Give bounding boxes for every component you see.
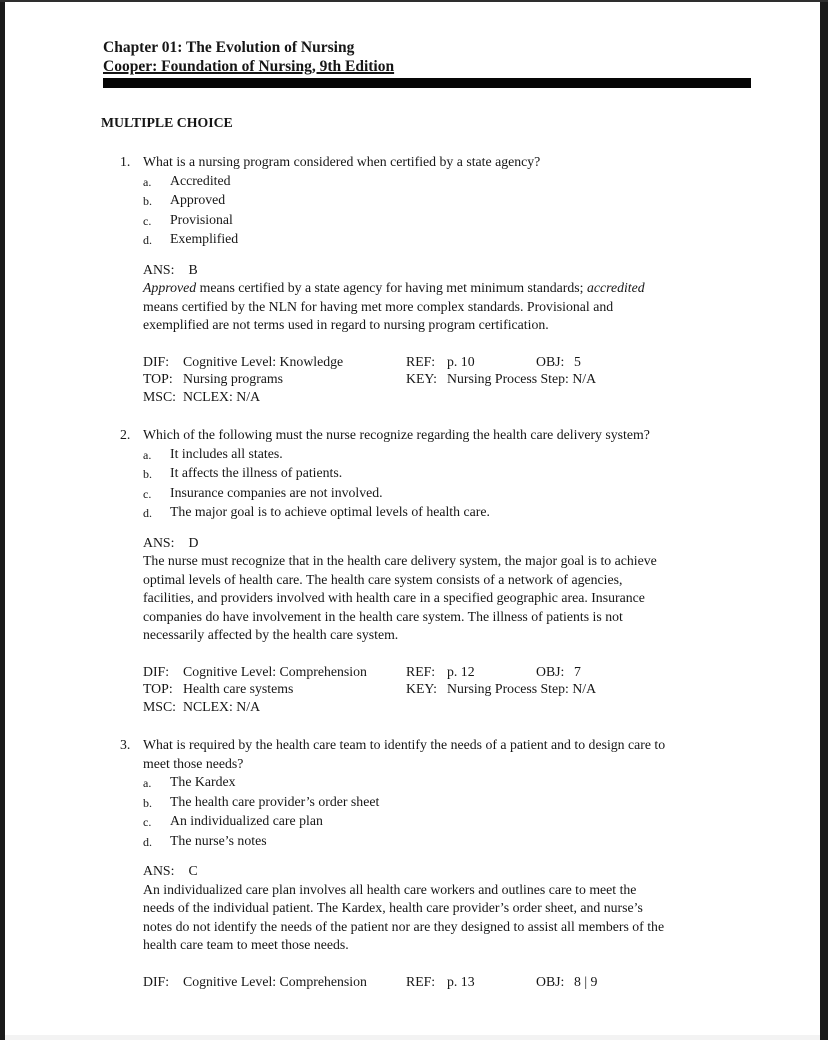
option-list xyxy=(143,172,820,250)
question-stem: What is required by the health care team to identify the needs of a patient and to design care to meet those needs? xyxy=(143,737,666,771)
meta-line xyxy=(143,973,820,991)
option-text: The Kardex xyxy=(170,774,236,789)
question-stem-row xyxy=(120,426,820,445)
ref-label: REF: xyxy=(406,663,436,679)
obj-label: OBJ: xyxy=(536,353,565,369)
top-label: TOP: xyxy=(143,681,173,696)
meta-line xyxy=(143,663,820,681)
rationale-text: Approved means certified by a state agency for having met minimum standards; accredited means certified by the NLN for having met more complex standards. Provisional and exemplified are not terms used in regard to nursing program certification. xyxy=(143,280,645,332)
option-text: Approved xyxy=(170,192,226,207)
option-letter: b. xyxy=(143,795,152,810)
option-row xyxy=(143,812,820,832)
dif-label: DIF: xyxy=(143,353,170,369)
rationale-text: An individualized care plan involves all health care workers and outlines care to meet the needs of the individual patient. The Kardex, health care provider’s order sheet, and nurse’s notes do not identify the needs of the patient nor are they designed to assist all members of the health care team to meet those needs. xyxy=(143,881,665,952)
dif-label: DIF: xyxy=(143,663,170,679)
top-value: Health care systems xyxy=(183,681,294,696)
page-edge-right xyxy=(820,0,828,1040)
option-text: It includes all states. xyxy=(170,445,283,461)
top-value: Nursing programs xyxy=(183,371,284,386)
question-block-1 xyxy=(120,153,820,405)
key-value: Nursing Process Step: N/A xyxy=(447,371,597,386)
question-number: 3. xyxy=(120,737,131,752)
book-title: Cooper: Foundation of Nursing, 9th Edition xyxy=(103,57,395,75)
meta-line xyxy=(143,680,820,698)
option-row xyxy=(143,464,820,484)
option-row xyxy=(143,172,820,192)
option-row xyxy=(143,793,820,813)
option-text: Provisional xyxy=(170,211,233,227)
key-value: Nursing Process Step: N/A xyxy=(447,681,597,696)
obj-label: OBJ: xyxy=(536,973,565,989)
answer-value: D xyxy=(188,534,199,550)
question-stem: What is a nursing program considered when certified by a state agency? xyxy=(143,154,541,169)
option-text: An individualized care plan xyxy=(170,813,323,828)
question-block-2 xyxy=(120,426,820,715)
question-number: 2. xyxy=(120,427,131,442)
meta-block xyxy=(143,663,820,716)
answer-line xyxy=(143,261,820,280)
question-stem-row xyxy=(120,153,820,172)
obj-value: 8 | 9 xyxy=(574,973,598,989)
obj-label: OBJ: xyxy=(536,663,565,679)
meta-line xyxy=(143,698,820,716)
meta-block xyxy=(143,973,820,991)
option-letter: d. xyxy=(143,506,152,520)
obj-value: 5 xyxy=(574,353,581,369)
top-label: TOP: xyxy=(143,371,173,386)
answer-line xyxy=(143,534,820,553)
option-row xyxy=(143,445,820,465)
document-header xyxy=(103,39,820,88)
key-label: KEY: xyxy=(406,371,437,386)
answer-line xyxy=(143,862,820,881)
option-letter: d. xyxy=(143,233,152,247)
option-letter: c. xyxy=(143,815,152,829)
page-edge-bottom xyxy=(5,1035,820,1040)
question-number: 1. xyxy=(120,154,131,169)
option-text: Insurance companies are not involved. xyxy=(170,484,383,500)
option-letter: a. xyxy=(143,776,152,790)
option-letter: d. xyxy=(143,834,152,849)
option-row xyxy=(143,191,820,211)
option-row xyxy=(143,211,820,231)
option-letter: b. xyxy=(143,467,152,481)
meta-block xyxy=(143,353,820,406)
option-row xyxy=(143,503,820,523)
option-letter: b. xyxy=(143,194,152,208)
msc-label: MSC: xyxy=(143,388,176,404)
meta-line xyxy=(143,353,820,371)
header-rule xyxy=(103,78,751,88)
meta-line xyxy=(143,388,820,406)
rationale-text: The nurse must recognize that in the health care delivery system, the major goal is to achieve optimal levels of health care. The health care system consists of a network of agencies, facilities, and providers involved with health care in a specified geographic area. Insurance companies do have involvement in the health care system. The illness of patients is not necessarily affected by the health care system. xyxy=(143,553,657,642)
answer-label: ANS: xyxy=(143,863,175,878)
ref-value: p. 13 xyxy=(447,973,475,989)
option-text: The nurse’s notes xyxy=(170,832,267,848)
msc-value: NCLEX: N/A xyxy=(183,698,261,714)
option-row xyxy=(143,773,820,793)
option-list xyxy=(143,445,820,523)
question-list xyxy=(5,153,820,990)
section-heading: MULTIPLE CHOICE xyxy=(101,115,233,130)
option-list xyxy=(143,773,820,851)
answer-label: ANS: xyxy=(143,534,175,550)
question-stem-row xyxy=(120,736,820,773)
msc-label: MSC: xyxy=(143,698,176,714)
answer-label: ANS: xyxy=(143,261,175,277)
option-text: It affects the illness of patients. xyxy=(170,465,343,480)
dif-value: Cognitive Level: Knowledge xyxy=(183,353,344,369)
ref-label: REF: xyxy=(406,973,436,989)
chapter-title: Chapter 01: The Evolution of Nursing xyxy=(103,39,355,56)
option-row xyxy=(143,832,820,852)
option-letter: a. xyxy=(143,447,152,462)
option-letter: c. xyxy=(143,213,152,228)
option-letter: c. xyxy=(143,486,152,501)
dif-value: Cognitive Level: Comprehension xyxy=(183,663,367,679)
option-letter: a. xyxy=(143,174,152,189)
option-row xyxy=(143,484,820,504)
question-block-3 xyxy=(120,736,820,990)
ref-value: p. 12 xyxy=(447,663,475,679)
answer-value: B xyxy=(188,261,198,277)
msc-value: NCLEX: N/A xyxy=(183,388,261,404)
option-text: Accredited xyxy=(170,172,231,188)
ref-value: p. 10 xyxy=(447,353,475,369)
option-text: The health care provider’s order sheet xyxy=(170,793,380,809)
document-page xyxy=(5,2,820,1035)
answer-value: C xyxy=(188,863,198,878)
ref-label: REF: xyxy=(406,353,436,369)
key-label: KEY: xyxy=(406,681,437,696)
option-text: Exemplified xyxy=(170,231,239,246)
obj-value: 7 xyxy=(574,663,581,679)
meta-line xyxy=(143,370,820,388)
dif-label: DIF: xyxy=(143,973,170,989)
option-row xyxy=(143,230,820,250)
dif-value: Cognitive Level: Comprehension xyxy=(183,973,367,989)
question-stem: Which of the following must the nurse recognize regarding the health care delivery system? xyxy=(143,427,650,442)
option-text: The major goal is to achieve optimal levels of health care. xyxy=(170,504,490,519)
